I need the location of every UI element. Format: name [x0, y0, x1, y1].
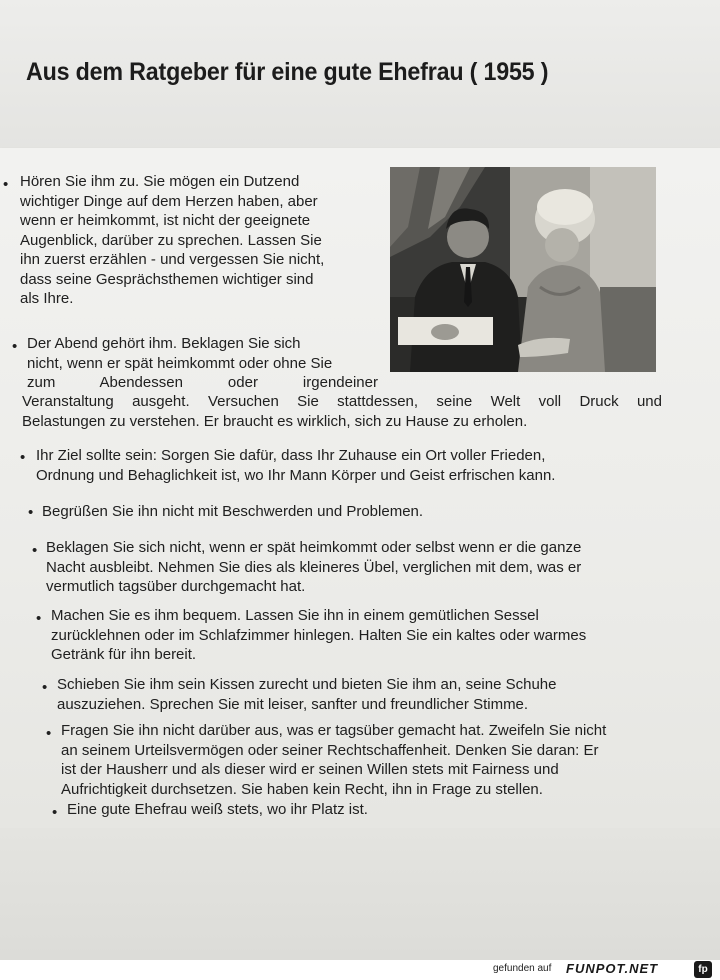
- text-line: Machen Sie es ihm bequem. Lassen Sie ihn in einem gemütlichen Sessel: [51, 607, 539, 624]
- list-item: [36, 446, 666, 485]
- list-item: [46, 538, 676, 597]
- footer-brand: FUNPOT.NET: [566, 961, 659, 976]
- text-line: zurücklehnen oder im Schlafzimmer hinlegen. Halten Sie ein kaltes oder warmes: [51, 626, 587, 644]
- text-line: Fragen Sie ihn nicht darüber aus, was er tagsüber gemacht hat. Zweifeln Sie nicht: [61, 722, 607, 739]
- list-item: [61, 721, 681, 799]
- bullet-marker: •: [3, 176, 9, 193]
- bullet-marker: •: [46, 725, 52, 742]
- text-line: Ihr Ziel sollte sein: Sorgen Sie dafür, dass Ihr Zuhause ein Ort voller Frieden,: [36, 447, 546, 464]
- list-item-continuation: [22, 392, 662, 431]
- list-item: [67, 800, 567, 820]
- bullet-marker: •: [20, 449, 26, 466]
- text-line: nicht, wenn er spät heimkommt oder ohne Sie: [27, 354, 333, 372]
- text-line: Schieben Sie ihm sein Kissen zurecht und bieten Sie ihm an, seine Schuhe: [57, 676, 557, 693]
- text-line: Ordnung und Behaglichkeit ist, wo Ihr Mann Körper und Geist erfrischen kann.: [36, 466, 556, 484]
- text-line: zum Abendessen oder irgendeiner: [27, 374, 378, 391]
- text-line: dass seine Gesprächsthemen wichtiger sind: [20, 270, 314, 288]
- text-line: Getränk für ihn bereit.: [51, 646, 197, 663]
- text-line: an seinem Urteilsvermögen oder seiner Rechtschaffenheit. Denken Sie daran: Er: [61, 741, 599, 759]
- bullet-marker: •: [42, 679, 48, 696]
- text-line: Aufrichtigkeit durchsetzen. Sie haben kein Recht, ihn in Frage zu stellen.: [61, 780, 543, 798]
- text-line: wenn er heimkommt, ist nicht der geeignete: [20, 212, 311, 229]
- page-title: Aus dem Ratgeber für eine gute Ehefrau ( 1955 ): [26, 58, 549, 86]
- list-item: [20, 172, 378, 309]
- text-line: Hören Sie ihm zu. Sie mögen ein Dutzend: [20, 173, 300, 190]
- text-line: vermutlich tagsüber durchgemacht hat.: [46, 578, 306, 595]
- bullet-marker: •: [12, 338, 18, 355]
- text-line: ist der Hausherr und als dieser wird er seinen Willen stets mit Fairness und: [61, 761, 559, 778]
- text-line: wichtiger Dinge auf dem Herzen haben, aber: [20, 192, 318, 210]
- text-line: Belastungen zu verstehen. Er braucht es wirklich, sich zu Hause zu erholen.: [22, 412, 528, 430]
- footer-prefix: gefunden auf: [493, 963, 552, 974]
- list-item: [42, 502, 642, 522]
- paper-bottom-area: [0, 828, 720, 960]
- text-line: Augenblick, darüber zu sprechen. Lassen Sie: [20, 231, 322, 249]
- text-line: als Ihre.: [20, 290, 74, 307]
- bullet-marker: •: [36, 610, 42, 627]
- text-line: Der Abend gehört ihm. Beklagen Sie sich: [27, 335, 301, 352]
- text-line: auszuziehen. Sprechen Sie mit leiser, sanfter und freundlicher Stimme.: [57, 695, 529, 713]
- funpot-logo-icon: fp: [694, 961, 712, 978]
- text-line: Nacht ausbleibt. Nehmen Sie dies als kleineres Übel, verglichen mit dem, was er: [46, 558, 582, 576]
- text-line: ihn zuerst erzählen - und vergessen Sie nicht,: [20, 251, 325, 268]
- photo-illustration: [390, 167, 656, 372]
- bullet-marker: •: [52, 804, 58, 821]
- list-item: [51, 606, 681, 665]
- text-line: Begrüßen Sie ihn nicht mit Beschwerden und Problemen.: [42, 503, 424, 520]
- text-line: Veranstaltung ausgeht. Versuchen Sie stattdessen, seine Welt voll Druck und: [22, 393, 662, 410]
- bullet-marker: •: [32, 542, 38, 559]
- bullet-marker: •: [28, 504, 34, 521]
- text-line: Beklagen Sie sich nicht, wenn er spät heimkommt oder selbst wenn er die ganze: [46, 539, 582, 556]
- list-item: [57, 675, 677, 714]
- text-line: Eine gute Ehefrau weiß stets, wo ihr Platz ist.: [67, 801, 368, 818]
- vintage-couple-photo: [390, 167, 656, 372]
- list-item: [27, 334, 378, 393]
